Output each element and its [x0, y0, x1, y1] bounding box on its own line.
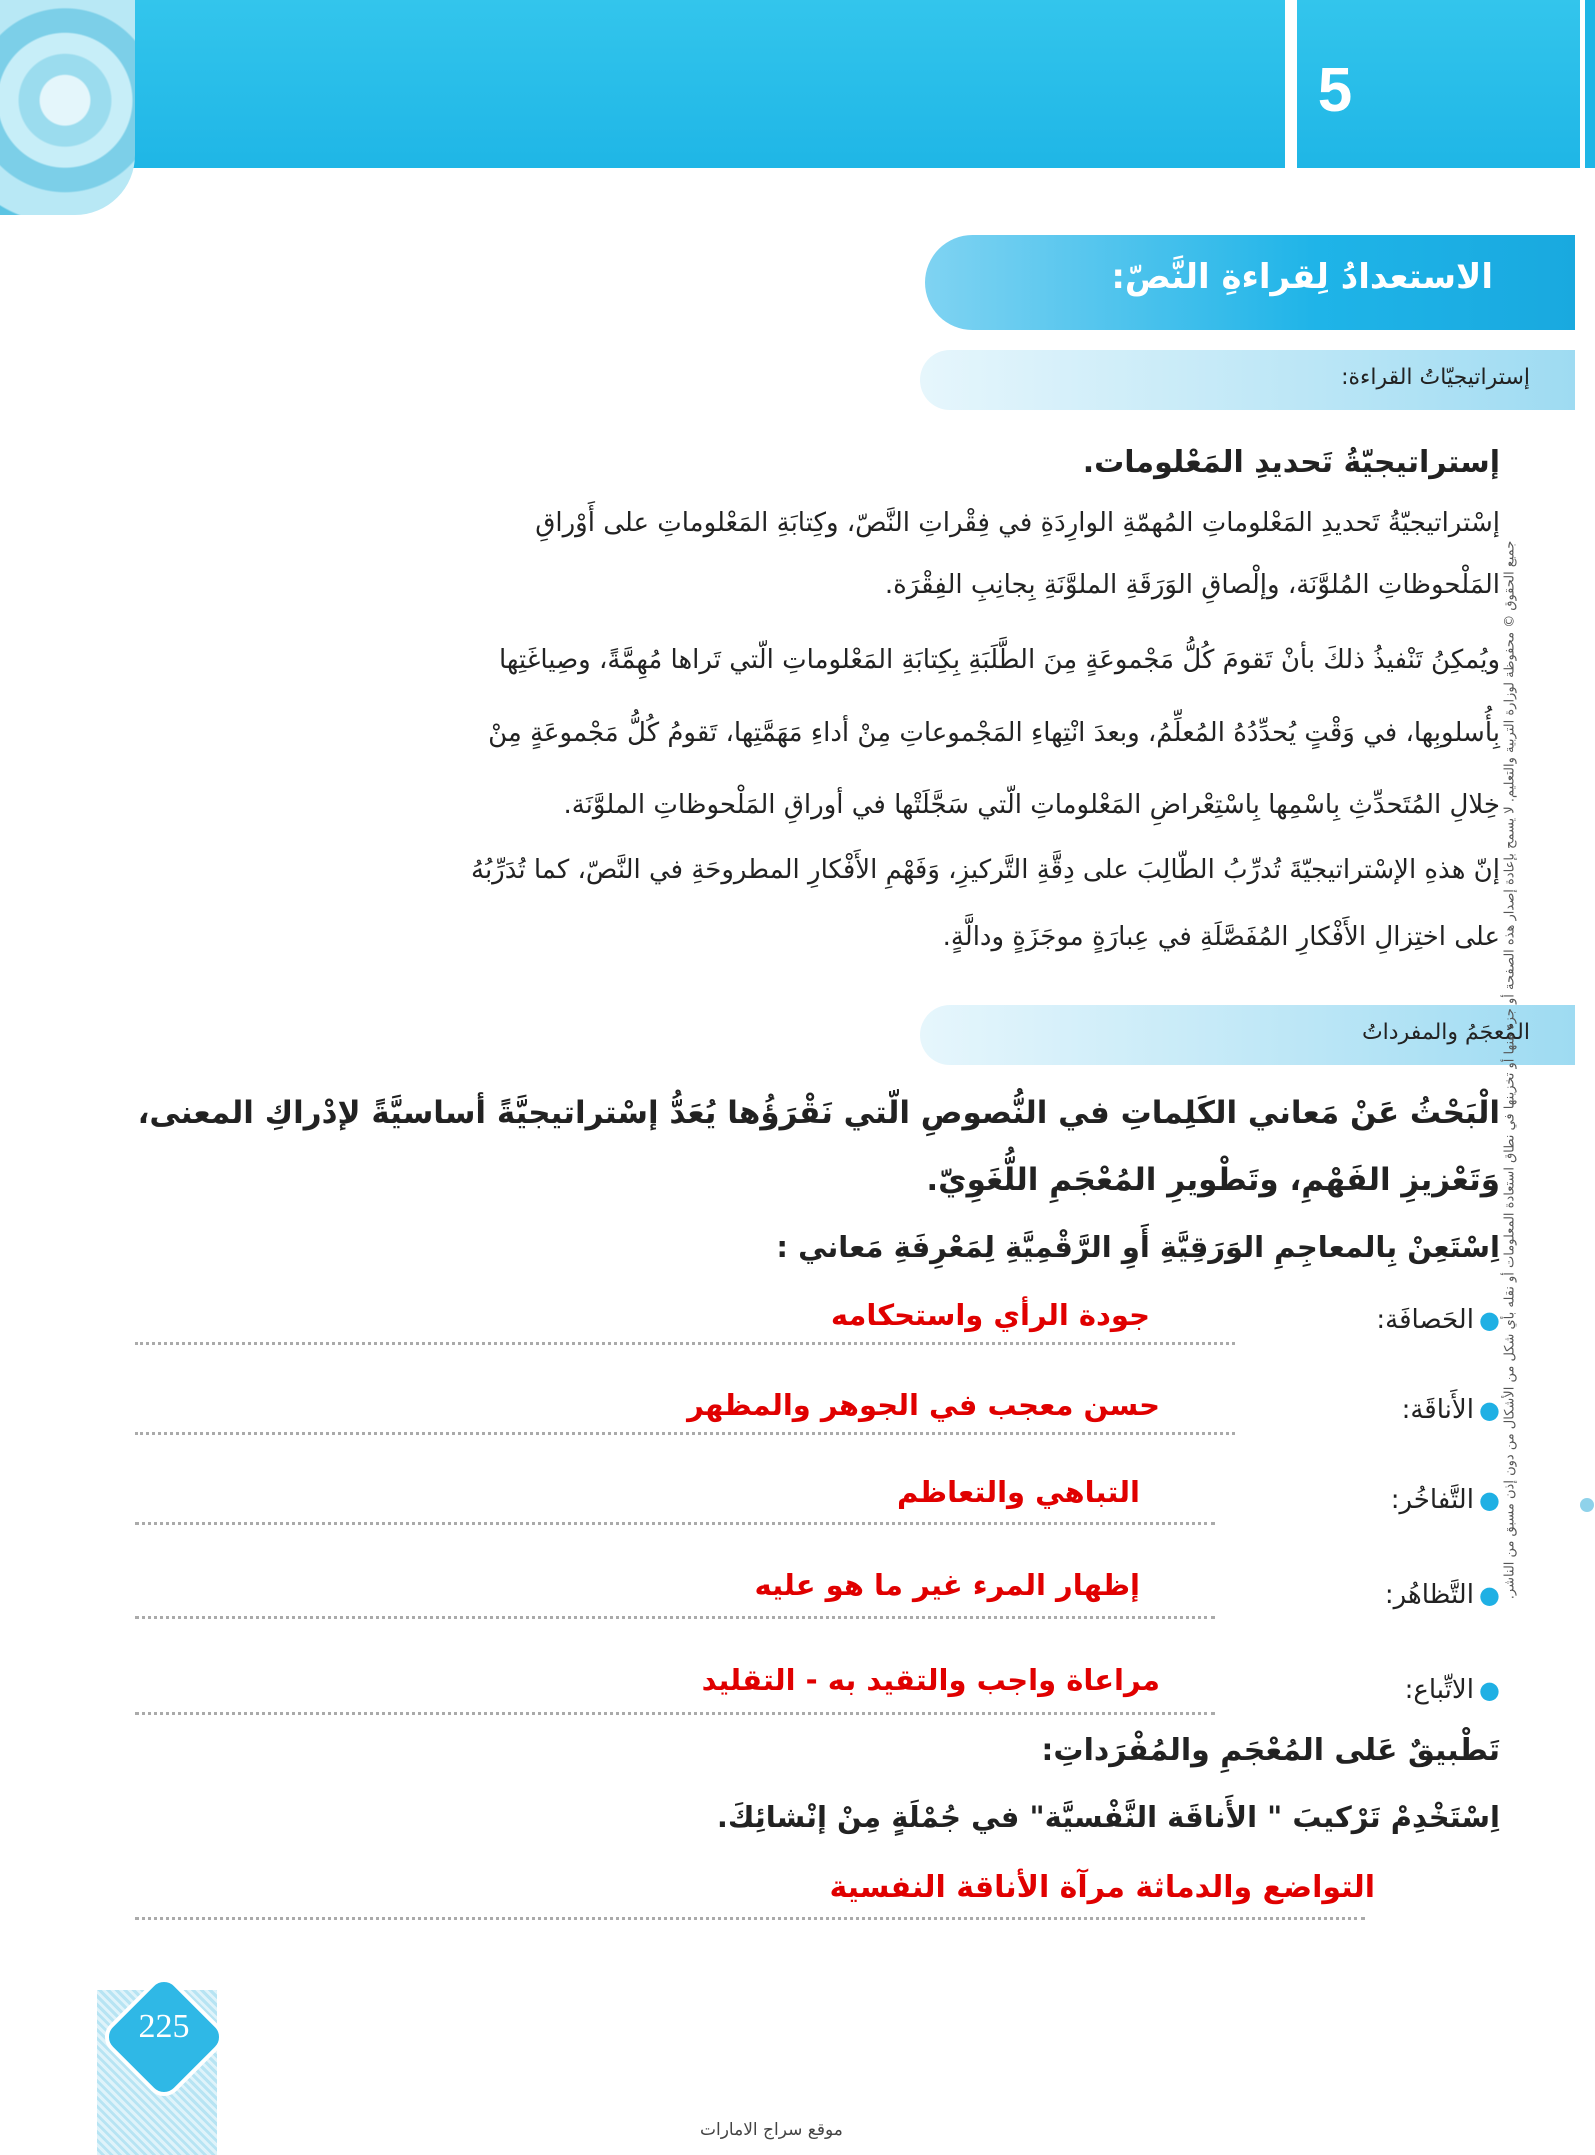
- vocabulary-answer: التباهي والتعاظم: [897, 1475, 1140, 1509]
- page-number: 225: [138, 2008, 190, 2045]
- strategy-line: ويُمكِنُ تَنْفيذُ ذلكَ بأنْ تَقومَ كُلُّ مَجْموعَةٍ مِنَ الطَّلَبَةِ بِكِتابَةِ المَعْلوماتِ الّتي تَراها مُهِمَّةً، وصِياغَتِها: [498, 645, 1500, 675]
- strategy-line: إنّ هذهِ الإسْتراتيجيّةَ تُدرِّبُ الطّالِبَ على دِقَّةِ التَّركيزِ، وَفَهْمِ الأَفْكارِ المطروحَةِ في النَّصّ، كما تُدَرِّبُهُ: [471, 855, 1500, 885]
- copyright-side-text: جميع الحقوق © محفوظة لوزارة التربية والتعليم. لا يسمح بإعادة إصدار هذه الصفحة أو جزء منها أو تخزينها في نطاق استعادة المعلومات أو نقله بأي شكل من الأشكال من دون إذن مسبق من الناشر.: [1502, 540, 1518, 1600]
- application-answer: التواضع والدماثة مرآة الأناقة النفسية: [829, 1870, 1375, 1905]
- vocabulary-term: ● الأَناقَة:: [1401, 1395, 1500, 1425]
- header-edge: [1585, 0, 1595, 168]
- vocabulary-term: ● التَّفاخُر:: [1390, 1485, 1500, 1515]
- answer-line: [135, 1520, 1215, 1525]
- lesson-number: 5: [1317, 56, 1353, 125]
- vocabulary-term: ● الحَصافَة:: [1376, 1305, 1500, 1335]
- vocabulary-answer: إظهار المرء غير ما هو عليه: [754, 1568, 1140, 1602]
- strategy-line: على اختِزالِ الأَفْكارِ المُفَصَّلَةِ في عِبارَةٍ موجَزَةٍ ودالَّةٍ.: [942, 922, 1500, 952]
- bullet-icon: ●: [1479, 1486, 1500, 1514]
- vocabulary-instruction: اِسْتَعِنْ بِالمعاجِمِ الوَرَقِيَّةِ أَوِ الرَّقْمِيَّةِ لِمَعْرِفَةِ مَعاني :: [776, 1230, 1500, 1264]
- vocabulary-term: ● الاتِّباع:: [1404, 1675, 1500, 1705]
- strategy-line: بِأُسلوبِها، في وَقْتٍ يُحدِّدُهُ المُعلِّمُ، وبعدَ انْتِهاءِ المَجْموعاتِ مِنْ أداءِ مَهَمَّتِها، تَقومُ كُلُّ مَجْموعَةٍ مِنْ: [488, 718, 1500, 748]
- strategy-line: إسْتراتيجيّةُ تَحديدِ المَعْلوماتِ المُهمّةِ الوارِدَةِ في فِقْراتِ النَّصّ، وكِتابَةِ المَعْلوماتِ على أَوْراقِ: [535, 508, 1500, 538]
- answer-line: [135, 1430, 1235, 1435]
- strategy-line: خِلالِ المُتَحدِّثِ بِاسْمِها بِاسْتِعْراضِ المَعْلوماتِ الّتي سَجَّلَتْها في أوراقِ المَلْحوظاتِ الملوَّنَة.: [563, 790, 1500, 820]
- application-question: اِسْتَخْدِمْ تَرْكيبَ " الأَناقَة النَّفْسيَّة" في جُمْلَةٍ مِنْ إنْشائِكَ.: [716, 1800, 1500, 1834]
- vocabulary-answer: جودة الرأي واستحكامه: [830, 1298, 1150, 1332]
- vocabulary-answer: مراعاة واجب والتقيد به - التقليد: [701, 1663, 1160, 1697]
- vocabulary-heading: المُعجَمُ والمفرداتُ: [1361, 1020, 1530, 1045]
- strategies-heading-bar: [920, 350, 1575, 410]
- header-divider: [1285, 0, 1297, 168]
- vocabulary-answer: حسن معجب في الجوهر والمظهر: [687, 1388, 1160, 1422]
- application-heading: تَطْبيقٌ عَلى المُعْجَمِ والمُفْرَداتِ:: [1041, 1733, 1500, 1768]
- corner-decoration: [0, 0, 135, 215]
- vocabulary-term: ● التَّظاهُر:: [1384, 1580, 1500, 1610]
- bullet-icon: ●: [1479, 1676, 1500, 1704]
- answer-line: [135, 1614, 1215, 1619]
- answer-line: [135, 1915, 1365, 1920]
- vocabulary-heading-bar: [920, 1005, 1575, 1065]
- strategy-title: إستراتيجيّةُ تَحديدِ المَعْلومات.: [1082, 445, 1500, 480]
- answer-line: [135, 1710, 1215, 1715]
- vocabulary-intro-line: الْبَحْثُ عَنْ مَعاني الكَلِماتِ في النُّصوصِ الّتي نَقْرَؤُها يُعَدُّ إسْتراتيجيَّةً أساسيَّةً لإدْراكِ المعنى،: [137, 1095, 1500, 1131]
- bullet-icon: ●: [1479, 1306, 1500, 1334]
- strategies-heading: إستراتيجيّاتُ القراءة:: [1341, 365, 1530, 390]
- side-marker: [1580, 1498, 1594, 1512]
- section-title-bar: [925, 235, 1575, 330]
- section-title: الاستعدادُ لِقراءةِ النَّصّ:: [1111, 257, 1493, 297]
- strategy-line: المَلْحوظاتِ المُلوَّنَة، وإلْصاقِ الوَرَقَةِ الملوَّنَةِ بِجانِبِ الفِقْرَة.: [884, 570, 1500, 600]
- answer-line: [135, 1340, 1235, 1345]
- bullet-icon: ●: [1479, 1581, 1500, 1609]
- footer-site-name: موقع سراج الامارات: [700, 2120, 843, 2140]
- bullet-icon: ●: [1479, 1396, 1500, 1424]
- vocabulary-intro-line: وَتَعْزيزِ الفَهْمِ، وتَطْويرِ المُعْجَمِ اللُّغَوِيّ.: [926, 1162, 1500, 1198]
